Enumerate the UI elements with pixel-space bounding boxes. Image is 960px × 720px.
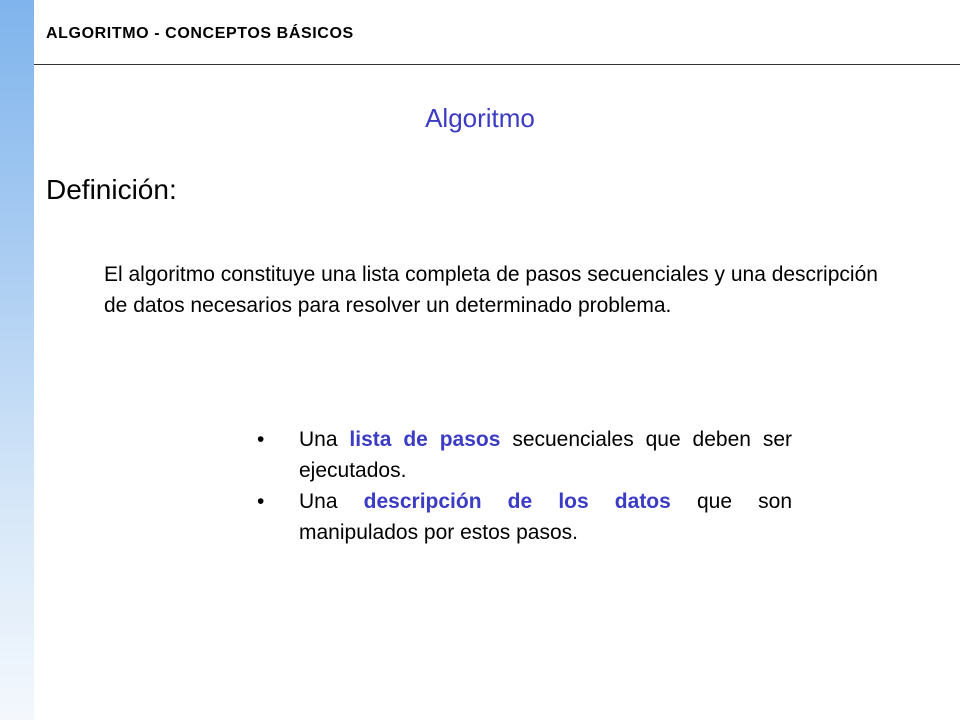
bullet-text-suffix: secuenciales que deben ser ejecutados. bbox=[299, 428, 793, 482]
bullet-highlight-data: descripción de los datos bbox=[363, 490, 671, 513]
definition-text: El algoritmo constituye una lista completa de pasos secuenciales y una descripción de datos necesarios para resolver un determinado problema. bbox=[104, 263, 878, 317]
bullet-item-data bbox=[257, 486, 792, 548]
slide-title: Algoritmo bbox=[425, 103, 535, 133]
bullet-text-prefix: Una bbox=[299, 490, 364, 513]
header-divider bbox=[34, 64, 960, 65]
bullet-item-steps bbox=[257, 424, 792, 486]
definition-label: Definición: bbox=[46, 174, 177, 205]
bullet-marker: • bbox=[257, 490, 265, 513]
header-title: ALGORITMO - CONCEPTOS BÁSICOS bbox=[46, 25, 354, 42]
bullet-marker: • bbox=[257, 428, 265, 451]
bullet-text-suffix: que son manipulados por estos pasos. bbox=[299, 490, 793, 544]
bullet-text-prefix: Una bbox=[299, 428, 350, 451]
bullet-highlight-steps: lista de pasos bbox=[349, 428, 501, 451]
bullet-list bbox=[257, 424, 792, 548]
